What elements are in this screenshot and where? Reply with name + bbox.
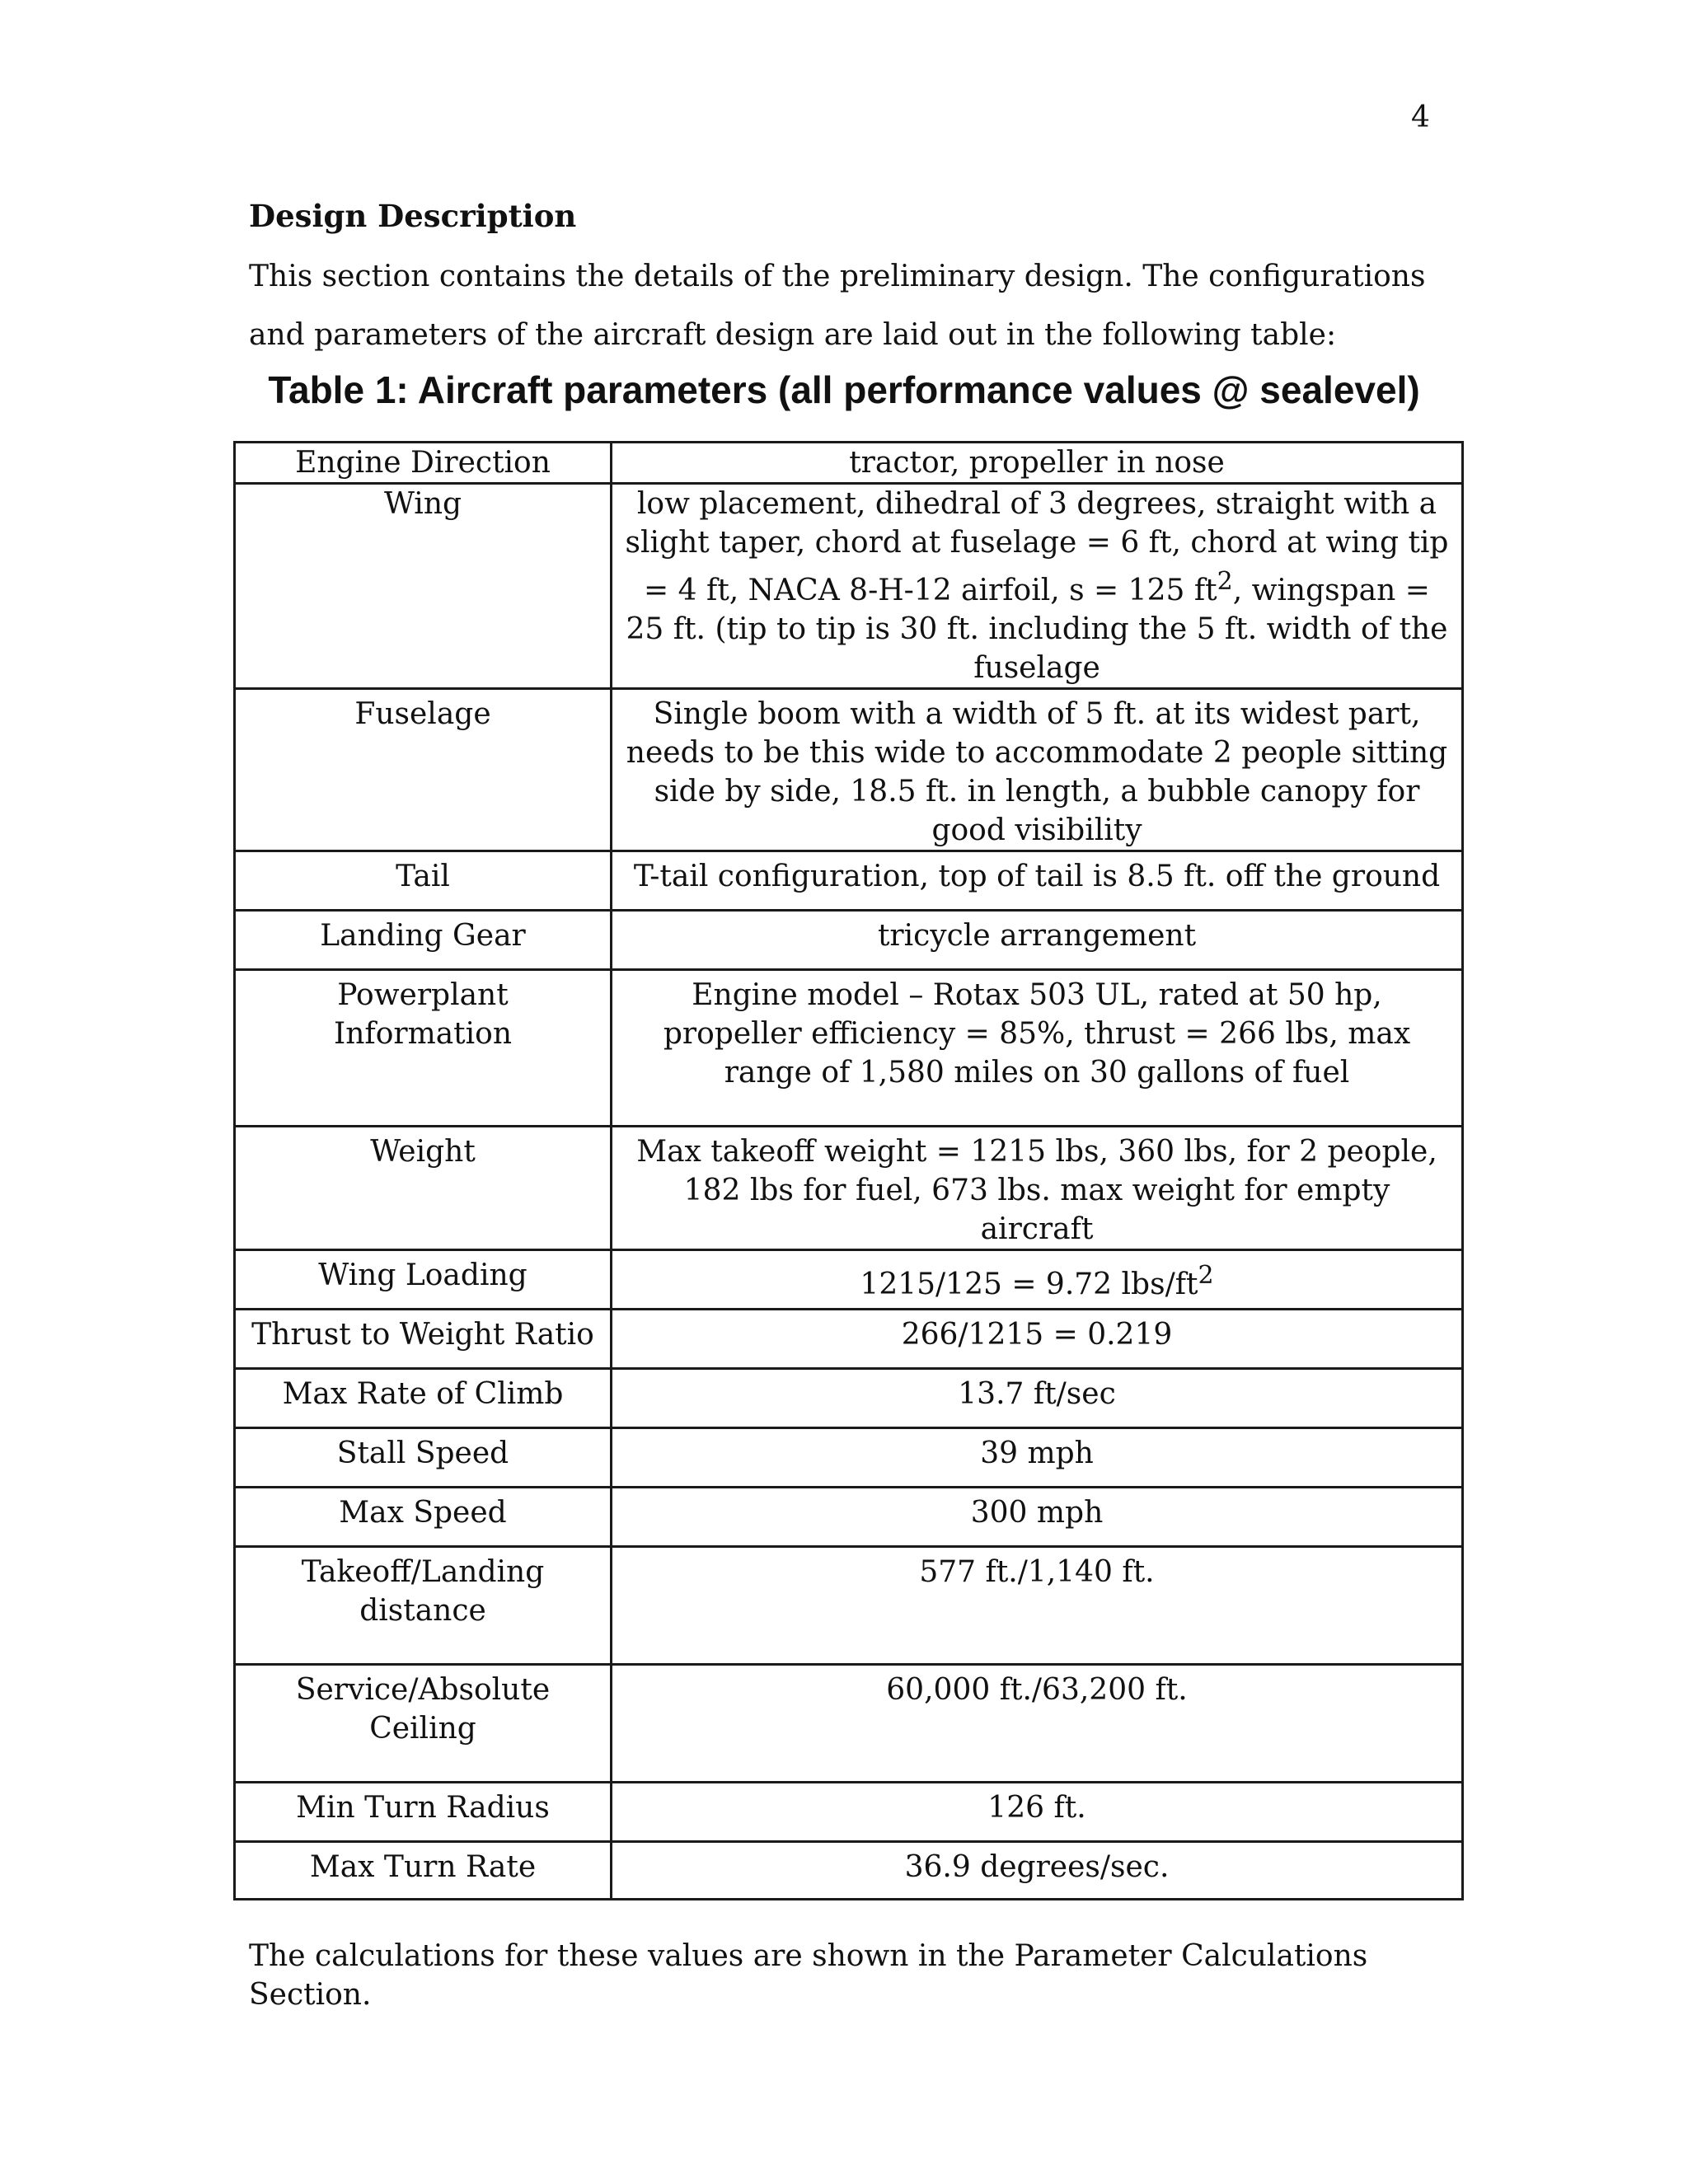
row-label: Landing Gear [235, 911, 612, 970]
table-row [235, 970, 1463, 1127]
row-label: Min Turn Radius [235, 1783, 612, 1842]
row-label: Max Rate of Climb [235, 1369, 612, 1428]
value-text: low placement, dihedral of 3 degrees, straight with a slight taper, chord at fuselage = 6 ft, chord at wing tip = 4 ft, NACA 8-H-12 airfoil, s = 125 ft [625, 487, 1449, 607]
row-label: Wing [235, 484, 612, 689]
row-value: 36.9 degrees/sec. [612, 1842, 1463, 1900]
aircraft-parameters-table [233, 441, 1464, 1900]
table-row [235, 1250, 1463, 1310]
table-row [235, 484, 1463, 689]
row-value: 300 mph [612, 1488, 1463, 1547]
row-value: 577 ft./1,140 ft. [612, 1547, 1463, 1665]
table-row [235, 1488, 1463, 1547]
table-row [235, 851, 1463, 911]
row-label: Takeoff/Landing distance [235, 1547, 612, 1665]
row-value: 39 mph [612, 1428, 1463, 1488]
row-value: Max takeoff weight = 1215 lbs, 360 lbs, for 2 people, 182 lbs for fuel, 673 lbs. max weight for empty aircraft [612, 1127, 1463, 1250]
table-row [235, 689, 1463, 851]
row-label: Thrust to Weight Ratio [235, 1310, 612, 1369]
row-label: Max Speed [235, 1488, 612, 1547]
value-text: , wingspan = 25 ft. (tip to tip is 30 ft. including the 5 ft. width of the fuselage [626, 574, 1448, 685]
table-row [235, 443, 1463, 484]
row-value: tricycle arrangement [612, 911, 1463, 970]
page-number: 4 [1411, 101, 1430, 134]
table-row [235, 1310, 1463, 1369]
row-label: Max Turn Rate [235, 1842, 612, 1900]
row-value: Engine model – Rotax 503 UL, rated at 50 hp, propeller efficiency = 85%, thrust = 266 lbs, max range of 1,580 miles on 30 gallons of fuel [612, 970, 1463, 1127]
row-label: Service/Absolute Ceiling [235, 1665, 612, 1783]
table-title: Table 1: Aircraft parameters (all performance values @ sealevel) [268, 368, 1420, 411]
row-label: Wing Loading [235, 1250, 612, 1310]
row-value: T-tail configuration, top of tail is 8.5 ft. off the ground [612, 851, 1463, 911]
section-heading: Design Description [249, 198, 577, 234]
superscript-exponent: 2 [1217, 567, 1233, 596]
row-value: 60,000 ft./63,200 ft. [612, 1665, 1463, 1783]
table-row [235, 1369, 1463, 1428]
row-value: tractor, propeller in nose [612, 443, 1463, 484]
row-label: Weight [235, 1127, 612, 1250]
table-row [235, 1842, 1463, 1900]
closing-paragraph: The calculations for these values are shown in the Parameter Calculations Section. [249, 1939, 1368, 2012]
table-row [235, 1428, 1463, 1488]
row-value [612, 1250, 1463, 1310]
row-label: Engine Direction [235, 443, 612, 484]
table-row [235, 1127, 1463, 1250]
row-label: Tail [235, 851, 612, 911]
row-value: 126 ft. [612, 1783, 1463, 1842]
table-row [235, 911, 1463, 970]
intro-paragraph: This section contains the details of the preliminary design. The configurations and parameters of the aircraft design are laid out in the following table: [249, 260, 1426, 352]
value-text: 1215/125 = 9.72 lbs/ft [860, 1268, 1198, 1301]
row-value [612, 484, 1463, 689]
row-value: 13.7 ft/sec [612, 1369, 1463, 1428]
superscript-exponent: 2 [1198, 1261, 1214, 1290]
row-value: Single boom with a width of 5 ft. at its widest part, needs to be this wide to accommodate 2 people sitting side by side, 18.5 ft. in length, a bubble canopy for good visibility [612, 689, 1463, 851]
row-label: Fuselage [235, 689, 612, 851]
row-label: Powerplant Information [235, 970, 612, 1127]
table-row [235, 1665, 1463, 1783]
row-value: 266/1215 = 0.219 [612, 1310, 1463, 1369]
row-label: Stall Speed [235, 1428, 612, 1488]
table-row [235, 1783, 1463, 1842]
table-row [235, 1547, 1463, 1665]
